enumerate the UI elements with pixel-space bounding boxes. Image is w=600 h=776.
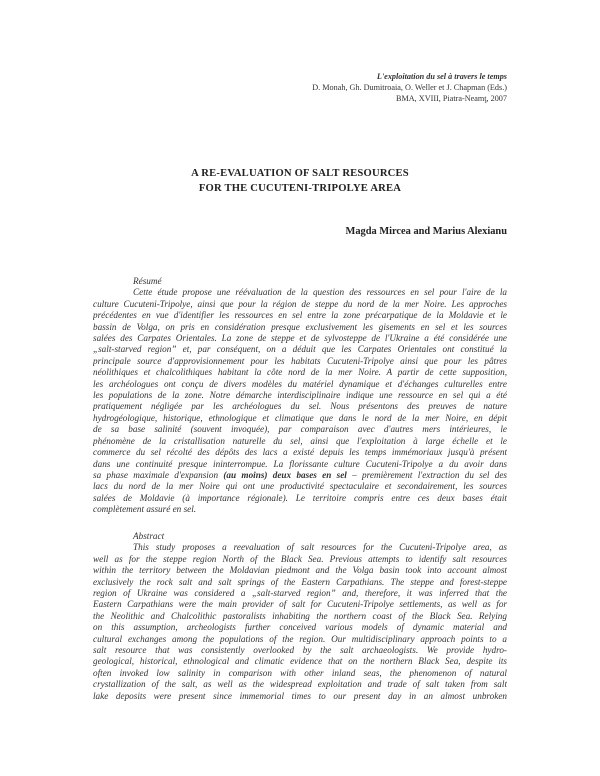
resume-heading: Résumé [133,276,162,286]
abstract-line: salt resource that was consistently overlooked by the salt archaeologists. We provide hydro- [93,645,507,656]
series-title: L'exploitation du sel à travers le temps [376,72,507,81]
abstract-line: This study proposes a reevaluation of salt resources for the Cucuteni-Tripolye area, as [133,542,507,553]
resume-line: phénomène de la cristallisation naturelle du sel, ainsi que l'exploitation à large échelle et le [93,435,507,446]
abstract-line: crystallization of the salt, as well as the widespread exploitation and trade of salt taken from salt [93,679,507,690]
resume-line: dans une continuité presque ininterrompue. La florissante culture Cucuteni-Tripolye a du avoir dans [93,458,507,469]
abstract-line: within the territory between the Moldavian piedmont and the Volga basin took into account almost [93,565,507,576]
abstract-line: Eastern Carpathians were the main provider of salt for Cucuteni-Tripolye settlements, as well as for [93,599,507,610]
abstract-body [93,542,507,702]
abstract-section [93,531,507,702]
resume-line: complètement assuré en sel. [93,504,197,515]
resume-line: pratiquement négligée par les archéologues du sel. Nous présentons des preuves de nature [93,401,507,412]
abstract-line: region of Ukraine was considered a „salt-starved region” and, therefore, it was inferred that the [93,588,507,599]
resume-line: les archéologues ont conçu de divers modèles du matériel dynamique et d'échanges culturelles entre [93,378,507,389]
resume-line: néolithiques et chalcolithiques habitant la côte nord de la mer Noire. A partir de cette supposition, [93,367,507,378]
abstract-line: often invoked low salinity in comparison with other inland seas, the phenomenon of natural [93,667,507,678]
publication-header [312,71,507,105]
resume-line: commerce du sel récolté des dépôts des lacs a existé depuis les temps immémoriaux jusqu'à présent [93,447,507,458]
abstract-line: the Neolithic and Chalcolithic pastoralists inhabiting the northern coast of the Black Sea. Relying [93,610,507,621]
resume-line: principale source d'approvisionnement pour les habitats Cucuteni-Tripolye ainsi que pour les pâtres [93,355,507,366]
resume-line: bassin de Volga, on pris en considération presque exclusivement les gisements en sel et les sources [93,321,507,332]
resume-line: les populations de la zone. Notre démarche interdisciplinaire indique une ressource en sel qui a été [93,390,507,401]
title-line-2: FOR THE CUCUTENI-TRIPOLYE AREA [198,183,402,194]
article-title [0,166,600,196]
resume-line-mixed: sa phase maximale d'expansion (au moins) deux bases en sel – premièrement l'extraction du sel des [93,469,507,480]
resume-line: Cette étude propose une réévaluation de la question des ressources en sel pour l'aire de la [133,287,507,298]
article-authors: Magda Mircea and Marius Alexianu [345,226,507,237]
abstract-heading: Abstract [133,531,165,541]
abstract-line: lake deposits were present since immemorial times to our present day in an almost unbroken [93,690,507,701]
resume-line: lacs du nord de la mer Noire qui ont une productivité spectaculaire et secondairement, les sources [93,481,507,492]
abstract-line: on this assumption, archeologists further conceived various models of dynamic material and [93,622,507,633]
resume-line: salées de Moldavie (à importance régionale). Le territoire compris entre ces deux bases était [93,492,507,503]
resume-line: culture Cucuteni-Tripolye, ainsi que pour la région de steppe du nord de la mer Noire. Les approches [93,298,507,309]
resume-line: de sa base salinité (souvent invoquée), par comparaison avec d'autres mers intérieures, le [93,424,507,435]
resume-line: précédentes en vue d'identifier les ressources en sel entre la zone précarpatique de la Moldavie et le [93,310,507,321]
bold-emphasis: (au moins) deux bases en sel [223,469,347,480]
resume-line: „salt-starved region” et, par conséquent, on a déduit que les Carpates Orientales ont constitué la [93,344,507,355]
abstract-line: well as for the steppe region North of the Black Sea. Previous attempts to identify salt resources [93,553,507,564]
publication-line: BMA, XVIII, Piatra-Neamţ, 2007 [396,94,507,104]
abstract-line: geological, historical, ethnological and climatic evidence that on the northern Black Sea, despite its [93,656,507,667]
resume-line: salées des Carpates Orientales. La zone de steppe et de sylvosteppe de l'Ukraine a été considérée une [93,333,507,344]
resume-section [93,276,507,516]
abstract-line: cultural exchanges among the populations of the region. Our multidisciplinary approach points to a [93,633,507,644]
resume-line: hydrogéologique, historique, ethnologique et climatique que dans le nord de la mer Noire, en dépit [93,412,507,423]
editors-line: D. Monah, Gh. Dumitroaia, O. Weller et J. Chapman (Eds.) [312,83,507,93]
resume-body [93,287,507,515]
abstract-line: exclusively the rock salt and salt springs of the Eastern Carpathians. The steppe and forest-steppe [93,576,507,587]
title-line-1: A RE-EVALUATION OF SALT RESOURCES [191,168,409,179]
